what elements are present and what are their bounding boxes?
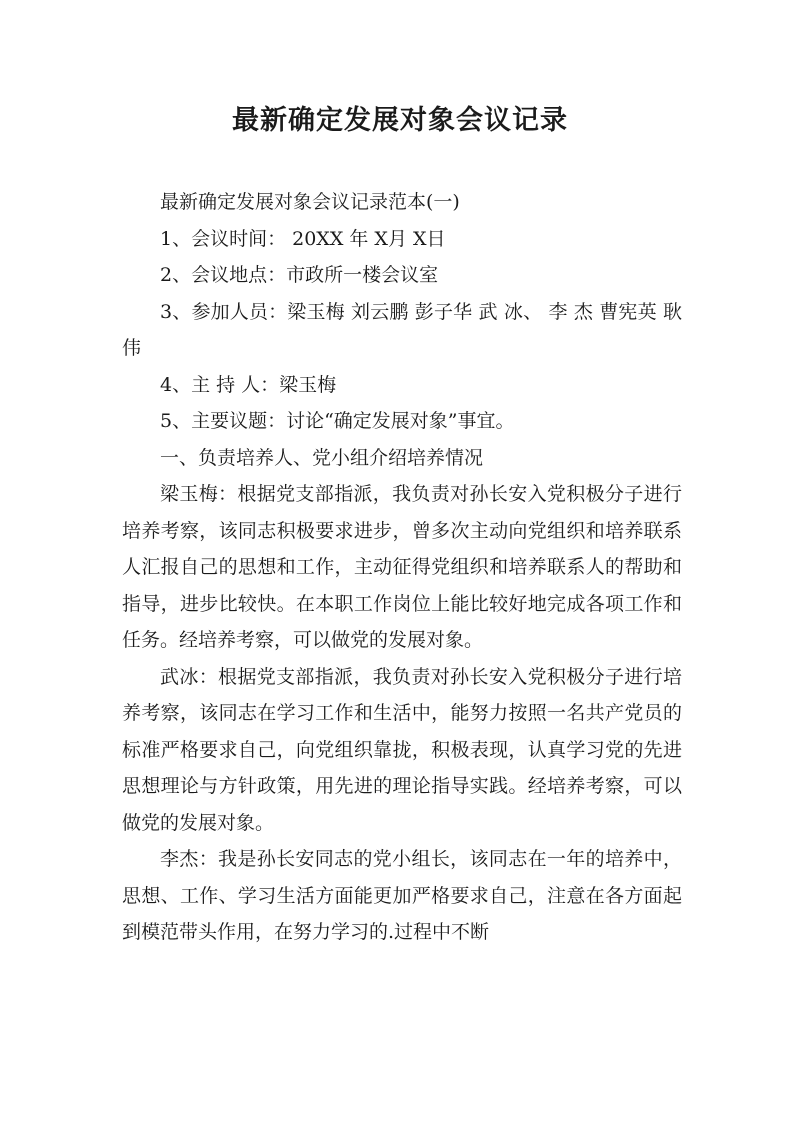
meeting-host: 4、主 持 人：梁玉梅 [160,373,337,396]
document-body [122,184,682,951]
meeting-topic: 5、主要议题：讨论“确定发展对象”事宜。 [160,410,515,432]
paragraph-li-jie: 李杰：我是孙长安同志的党小组长，该同志在一年的培养中，思想、工作、学习生活方面能更加严格要求自己，注意在各方面起到模范带头作用，在努力学习的.过程中不断 [122,848,682,943]
section-heading: 一、负责培养人、党小组介绍培养情况 [160,446,484,469]
document-title: 最新确定发展对象会议记录 [232,105,568,136]
meeting-time: 1、会议时间： 20XX 年 X月 X日 [160,227,446,250]
meeting-attendees: 3、参加人员：梁玉梅 刘云鹏 彭子华 武 冰、 李 杰 曹宪英 耿 伟 [122,300,682,359]
document-subtitle: 最新确定发展对象会议记录范本(一) [160,191,460,213]
paragraph-liang-yumei: 梁玉梅：根据党支部指派，我负责对孙长安入党积极分子进行培养考察，该同志积极要求进步，曾多次主动向党组织和培养联系人汇报自己的思想和工作，主动征得党组织和培养联系人的帮助和指导，进步比较快。在本职工作岗位上能比较好地完成各项工作和任务。经培养考察，可以做党的发展对象。 [122,483,682,651]
paragraph-wu-bing: 武冰：根据党支部指派，我负责对孙长安入党积极分子进行培养考察，该同志在学习工作和生活中，能努力按照一名共产党员的标准严格要求自己，向党组织靠拢，积极表现，认真学习党的先进思想理论与方针政策，用先进的理论指导实践。经培养考察，可以做党的发展对象。 [122,665,682,834]
meeting-place: 2、会议地点：市政所一楼会议室 [160,264,439,286]
